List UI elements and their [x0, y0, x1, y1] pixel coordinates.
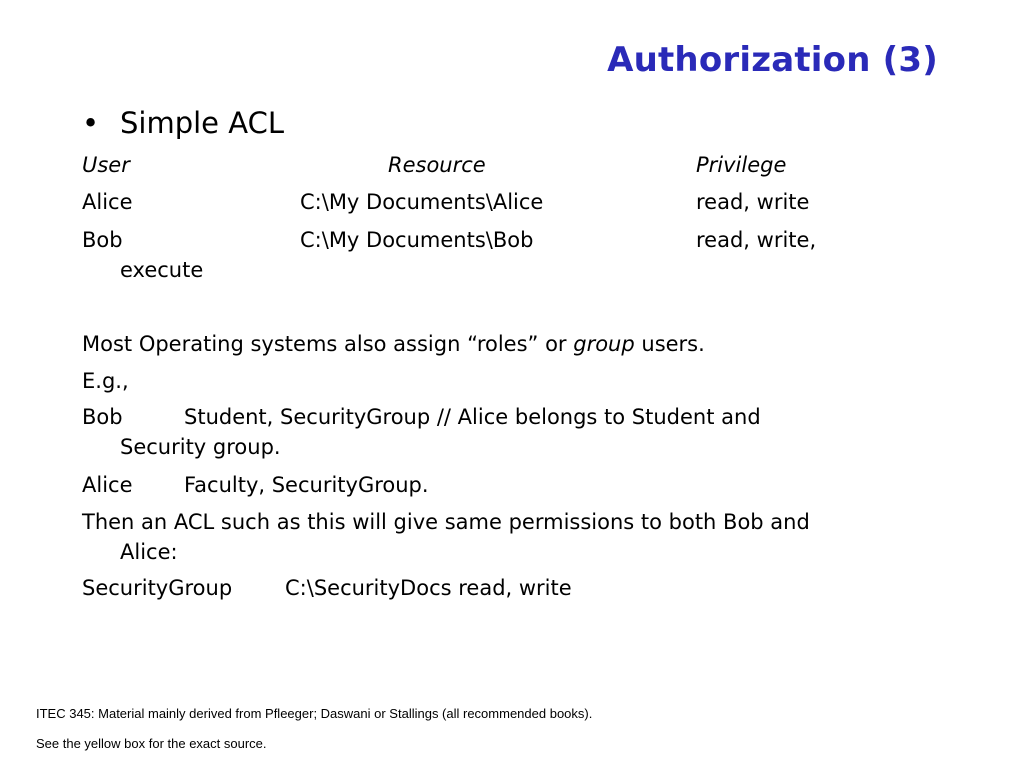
- acl-user: Bob: [82, 228, 123, 252]
- roles-text-italic: group: [573, 332, 635, 356]
- footer-line-1: ITEC 345: Material mainly derived from Pfleeger; Daswani or Stallings (all recommended books).: [36, 706, 593, 721]
- slide-title: Authorization (3): [607, 40, 938, 80]
- acl-privilege: read, write: [696, 190, 810, 214]
- bullet-dot-icon: •: [82, 106, 100, 140]
- footer-line-2: See the yellow box for the exact source.: [36, 736, 267, 751]
- acl-privilege-cont: execute: [120, 258, 204, 282]
- acl-resource: C:\My Documents\Bob: [300, 228, 534, 252]
- roles-line: [82, 329, 705, 359]
- alice-name: Alice: [82, 473, 133, 497]
- eg-line: E.g.,: [82, 369, 129, 393]
- security-group-rest: C:\SecurityDocs read, write: [285, 576, 572, 600]
- header-user: User: [82, 153, 130, 177]
- bob-name: Bob: [82, 405, 123, 429]
- acl-privilege: read, write,: [696, 228, 817, 252]
- header-resource: Resource: [388, 153, 486, 177]
- roles-text-before: Most Operating systems also assign “roles” or: [82, 332, 574, 356]
- security-group-name: SecurityGroup: [82, 576, 233, 600]
- bullet-text: Simple ACL: [120, 106, 284, 140]
- bob-groups: Student, SecurityGroup // Alice belongs to Student and: [184, 405, 761, 429]
- acl-resource: C:\My Documents\Alice: [300, 190, 544, 214]
- then-line: Then an ACL such as this will give same permissions to both Bob and: [82, 510, 810, 534]
- header-privilege: Privilege: [696, 153, 787, 177]
- then-line-cont: Alice:: [120, 540, 178, 564]
- acl-user: Alice: [82, 190, 133, 214]
- bob-roles-cont: Security group.: [120, 435, 281, 459]
- alice-groups: Faculty, SecurityGroup.: [184, 473, 429, 497]
- bullet-simple-acl: [82, 106, 284, 140]
- roles-text-after: users.: [634, 332, 705, 356]
